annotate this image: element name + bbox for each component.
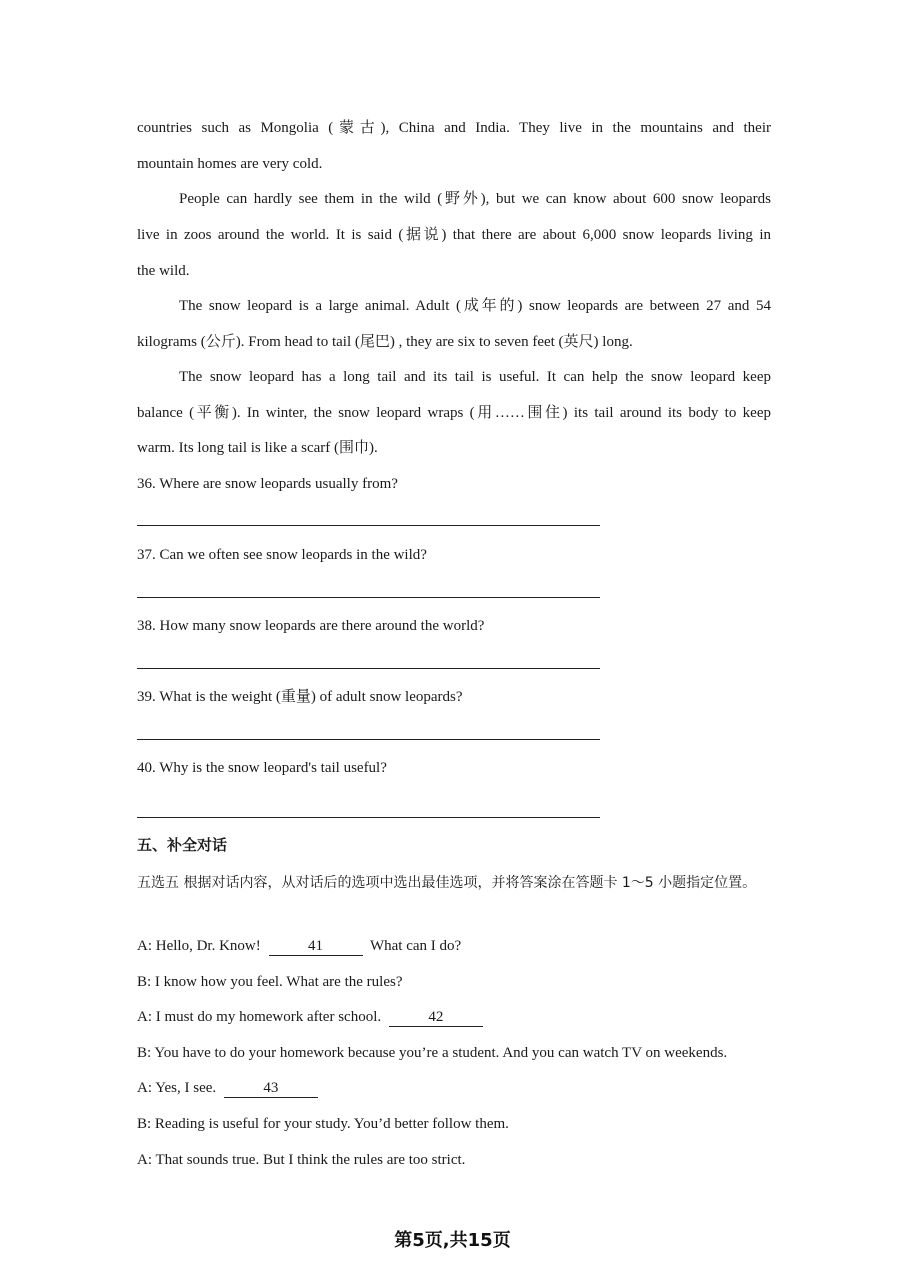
question-number: 37. [137, 547, 156, 563]
question-39 [137, 687, 463, 707]
page-number-footer: 第5页,共15页 [394, 1230, 511, 1251]
passage-line: live in zoos around the world. It is said (据说) that there are about 6,000 snow leopards living in [137, 227, 771, 243]
dialogue-line [137, 1114, 509, 1134]
passage-line: the wild. [137, 263, 190, 279]
dialogue-text: A: Hello, Dr. Know! [137, 938, 261, 954]
passage-line: warm. Its long tail is like a scarf (围巾). [137, 440, 378, 456]
dialogue-line [137, 936, 461, 956]
dialogue-text: B: You have to do your homework because you’re a student. And you can watch TV on weekends. [137, 1045, 728, 1061]
passage-line: countries such as Mongolia (蒙古), China and India. They live in the mountains and their [137, 120, 771, 136]
question-number: 40. [137, 760, 156, 776]
question-36 [137, 474, 398, 494]
passage-line: People can hardly see them in the wild (野外), but we can know about 600 snow leopards [179, 191, 771, 207]
answer-line-36[interactable] [137, 525, 600, 526]
question-38 [137, 616, 484, 636]
question-37 [137, 545, 427, 565]
dialogue-line [137, 1007, 487, 1027]
dialogue-text: A: Yes, I see. [137, 1080, 217, 1096]
dialogue-text: What can I do? [369, 938, 462, 954]
answer-line-40[interactable] [137, 817, 600, 818]
question-text: Can we often see snow leopards in the wild? [159, 547, 427, 563]
section-heading: 五、补全对话 [137, 836, 228, 854]
question-number: 36. [137, 476, 156, 492]
dialogue-text: B: I know how you feel. What are the rules? [137, 974, 403, 990]
question-text: Where are snow leopards usually from? [159, 476, 398, 492]
dialogue-line [137, 1150, 465, 1170]
question-40 [137, 758, 387, 778]
answer-line-37[interactable] [137, 597, 600, 598]
passage-line: The snow leopard is a large animal. Adult (成年的) snow leopards are between 27 and 54 [179, 298, 771, 314]
question-text: What is the weight (重量) of adult snow leopards? [159, 689, 463, 705]
passage-line: mountain homes are very cold. [137, 156, 323, 172]
dialogue-text: A: I must do my homework after school. [137, 1009, 382, 1025]
answer-blank-41[interactable]: 41 [269, 937, 363, 956]
question-number: 38. [137, 618, 156, 634]
answer-line-38[interactable] [137, 668, 600, 669]
dialogue-text: A: That sounds true. But I think the rules are too strict. [137, 1152, 466, 1168]
answer-blank-42[interactable]: 42 [389, 1008, 483, 1027]
passage-line: kilograms (公斤). From head to tail (尾巴) , they are six to seven feet (英尺) long. [137, 334, 633, 350]
question-text: How many snow leopards are there around the world? [159, 618, 485, 634]
section-instruction: 五选五 根据对话内容，从对话后的选项中选出最佳选项，并将答案涂在答题卡 1～5 小题指定位置。 [137, 875, 757, 891]
dialogue-text: B: Reading is useful for your study. You’d better follow them. [137, 1116, 509, 1132]
answer-blank-43[interactable]: 43 [224, 1079, 318, 1098]
dialogue-line [137, 1078, 322, 1098]
passage-line: balance (平衡). In winter, the snow leopard wraps (用……围住) its tail around its body to keep [137, 405, 771, 421]
answer-line-39[interactable] [137, 739, 600, 740]
passage-line: The snow leopard has a long tail and its tail is useful. It can help the snow leopard keep [179, 369, 771, 385]
dialogue-line [137, 972, 402, 992]
dialogue-line [137, 1043, 727, 1063]
question-text: Why is the snow leopard's tail useful? [159, 760, 387, 776]
question-number: 39. [137, 689, 156, 705]
